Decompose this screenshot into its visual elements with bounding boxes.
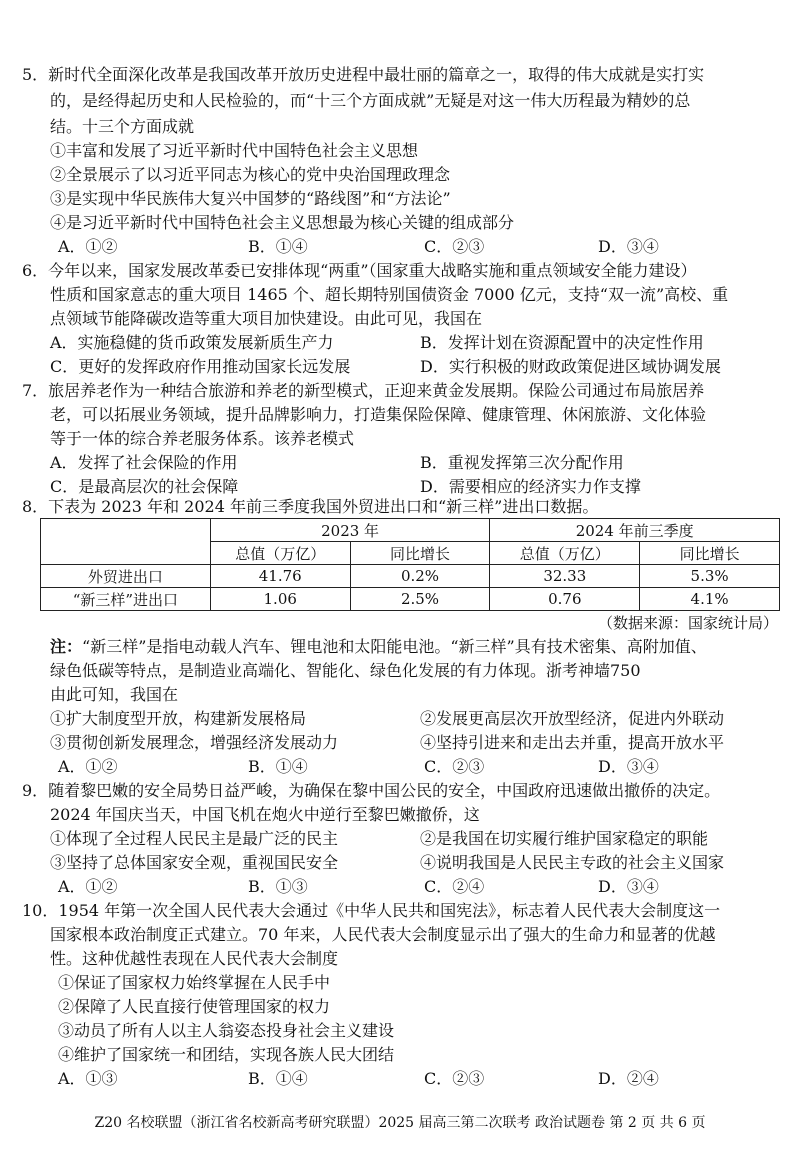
q5-stem-line-3: 结。十三个方面成就 [50,117,195,136]
table-corner-cell [41,519,211,565]
q8-note-line-2: 绿色低碳等特点，是制造业高端化、智能化、绿色化发展的有力体现。浙考神墙750 [50,661,641,680]
q8-choice-b: B．①④ [248,757,308,776]
q9-item-4: ④说明我国是人民民主专政的社会主义国家 [420,853,725,872]
note-label: 注： [50,637,83,656]
q5-item-1: ①丰富和发展了习近平新时代中国特色社会主义思想 [50,141,419,160]
table-subheader: 总值（万亿） [210,542,350,565]
table-row-label: “新三样”进出口 [41,588,211,611]
table-cell: 32.33 [490,565,640,588]
q10-choice-c: C．②③ [424,1069,485,1088]
table-cell: 41.76 [210,565,350,588]
q9-item-2: ②是我国在切实履行维护国家稳定的职能 [420,829,709,848]
q7-option-c: C．是最高层次的社会保障 [50,477,239,496]
q8-item-4: ④坚持引进来和走出去并重，提高开放水平 [420,733,725,752]
q10-item-2: ②保障了人民直接行使管理国家的权力 [58,997,331,1016]
q6-option-b: B．发挥计划在资源配置中的决定性作用 [420,333,704,352]
q10-stem-line-3: 性。这种优越性表现在人民代表大会制度 [50,949,339,968]
q9-item-1: ①体现了全过程人民民主是最广泛的民主 [50,829,339,848]
table-cell: 1.06 [210,588,350,611]
table-cell: 0.2% [350,565,490,588]
q9-choice-a: A．①② [58,877,118,896]
q9-choice-b: B．①③ [248,877,308,896]
q8-item-3: ③贯彻创新发展理念，增强经济发展动力 [50,733,339,752]
q9-stem-line-1: 9．随着黎巴嫩的安全局势日益严峻，为确保在黎中国公民的安全，中国政府迅速做出撤侨的决定。 [22,781,721,800]
q10-item-3: ③动员了所有人以主人翁姿态投身社会主义建设 [58,1021,395,1040]
page-footer: Z20 名校联盟（浙江省名校新高考研究联盟）2025 届高三第二次联考 政治试题卷 第 2 页 共 6 页 [94,1115,706,1131]
data-source: （数据来源：国家统计局） [597,614,778,632]
q10-choice-b: B．①④ [248,1069,308,1088]
q5-item-2: ②全景展示了以习近平同志为核心的党中央治国理政理念 [50,165,451,184]
q10-stem-line-1: 10．1954 年第一次全国人民代表大会通过《中华人民共和国宪法》，标志着人民代表大会制度这一 [22,901,721,920]
table-subheader: 同比增长 [640,542,780,565]
q5-choice-c: C．②③ [424,237,485,256]
table-row [41,588,780,611]
table-header-row [41,519,780,542]
q8-choice-d: D．③④ [598,757,659,776]
table-row [41,565,780,588]
trade-data-table [40,518,780,611]
q9-choice-d: D．③④ [598,877,659,896]
table-cell: 5.3% [640,565,780,588]
q7-stem-line-3: 等于一体的综合养老服务体系。该养老模式 [50,429,355,448]
q10-choice-a: A．①③ [58,1069,118,1088]
q5-stem-line-2: 的，是经得起历史和人民检验的，而“十三个方面成就”无疑是对这一伟大历程最为精妙的总 [50,91,691,110]
q7-option-d: D．需要相应的经济实力作支撑 [420,477,641,496]
table-cell: 4.1% [640,588,780,611]
q8-choice-a: A．①② [58,757,118,776]
table-row-label: 外贸进出口 [41,565,211,588]
q6-stem-line-3: 点领域节能降碳改造等重大项目加快建设。由此可见，我国在 [50,309,483,328]
q5-choice-d: D．③④ [598,237,659,256]
q5-item-4: ④是习近平新时代中国特色社会主义思想最为核心关键的组成部分 [50,213,515,232]
q8-item-1: ①扩大制度型开放，构建新发展格局 [50,709,307,728]
q8-item-2: ②发展更高层次开放型经济，促进内外联动 [420,709,725,728]
q9-choice-c: C．②④ [424,877,485,896]
q10-item-4: ④维护了国家统一和团结，实现各族人民大团结 [58,1045,395,1064]
q8-choice-c: C．②③ [424,757,485,776]
q7-option-a: A．发挥了社会保险的作用 [50,453,238,472]
q10-stem-line-2: 国家根本政治制度正式建立。70 年来，人民代表大会制度显示出了强大的生命力和显著的优越 [50,925,716,944]
q5-choice-a: A．①② [58,237,118,256]
table-subheader: 同比增长 [350,542,490,565]
q8-note-line-1 [50,636,707,658]
q10-item-1: ①保证了国家权力始终掌握在人民手中 [58,973,331,992]
q10-choice-d: D．②④ [598,1069,659,1088]
q8-lead: 由此可知，我国在 [50,685,179,704]
q9-item-3: ③坚持了总体国家安全观，重视国民安全 [50,853,339,872]
q6-option-c: C．更好的发挥政府作用推动国家长远发展 [50,357,351,376]
q5-stem-line-1: 5．新时代全面深化改革是我国改革开放历史进程中最壮丽的篇章之一，取得的伟大成就是实打实 [22,65,705,84]
note-text: “新三样”是指电动载人汽车、锂电池和太阳能电池。“新三样”具有技术密集、高附加值、 [82,637,707,656]
q6-option-a: A．实施稳健的货币政策发展新质生产力 [50,333,334,352]
q8-stem: 8．下表为 2023 年和 2024 年前三季度我国外贸进出口和“新三样”进出口数据。 [22,497,599,516]
table-cell: 0.76 [490,588,640,611]
table-group-header-2023: 2023 年 [210,519,490,542]
q6-stem-line-2: 性质和国家意志的重大项目 1465 个、超长期特别国债资金 7000 亿元，支持“双一流”高校、重 [50,285,729,304]
q7-stem-line-1: 7．旅居养老作为一种结合旅游和养老的新型模式，正迎来黄金发展期。保险公司通过布局旅居养 [22,381,705,400]
table-subheader: 总值（万亿） [490,542,640,565]
q6-option-d: D．实行积极的财政政策促进区域协调发展 [420,357,721,376]
q5-choice-b: B．①④ [248,237,308,256]
q5-item-3: ③是实现中华民族伟大复兴中国梦的“路线图”和“方法论” [50,189,451,208]
q7-option-b: B．重视发挥第三次分配作用 [420,453,624,472]
q7-stem-line-2: 老，可以拓展业务领域，提升品牌影响力，打造集保险保障、健康管理、休闲旅游、文化体验 [50,405,707,424]
table-cell: 2.5% [350,588,490,611]
q9-stem-line-2: 2024 年国庆当天，中国飞机在炮火中逆行至黎巴嫩撤侨，这 [50,805,480,824]
table-group-header-2024: 2024 年前三季度 [490,519,780,542]
q6-stem-line-1: 6．今年以来，国家发展改革委已安排体现“两重”（国家重大战略实施和重点领域安全能力建设） [22,261,697,280]
